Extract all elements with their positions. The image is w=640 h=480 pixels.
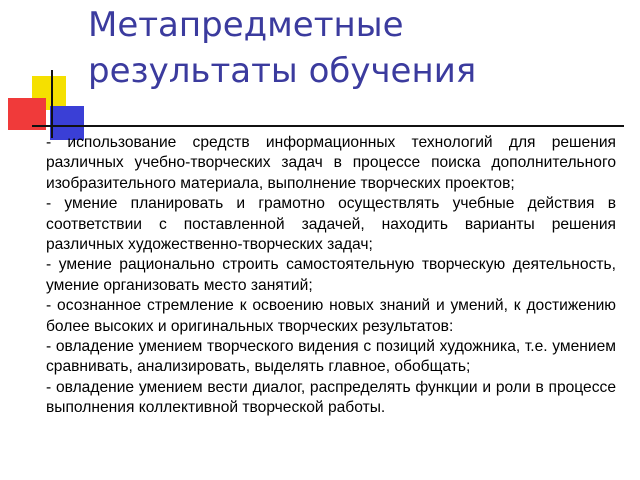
list-item: - умение планировать и грамотно осуществлять учебные действия в соответствии с поставленной задачей, находить варианты решения различных художественно-творческих задач; — [46, 195, 616, 254]
slide-title — [88, 2, 628, 94]
slide-title-line-1: Метапредметные — [88, 5, 404, 45]
list-item: - умение рационально строить самостоятельную творческую деятельность, умение организовать место занятий; — [46, 256, 616, 294]
vertical-rule — [51, 70, 53, 138]
decorative-squares — [0, 0, 100, 150]
list-item: - овладение умением творческого видения с позиций художника, т.е. умением сравнивать, анализировать, выделять главное, обобщать; — [46, 338, 616, 376]
results-list — [46, 133, 616, 419]
list-item: - использование средств информационных технологий для решения различных учебно-творческих задач в процессе поиска дополнительного изобразительного материала, выполнение творческих проектов; — [46, 134, 616, 192]
horizontal-rule — [32, 125, 624, 127]
list-item: - осознанное стремление к освоению новых знаний и умений, к достижению более высоких и оригинальных творческих результатов: — [46, 297, 616, 335]
list-item: - овладение умением вести диалог, распределять функции и роли в процессе выполнения коллективной творческой работы. — [46, 378, 616, 417]
slide-title-line-2: результаты обучения — [88, 51, 477, 91]
